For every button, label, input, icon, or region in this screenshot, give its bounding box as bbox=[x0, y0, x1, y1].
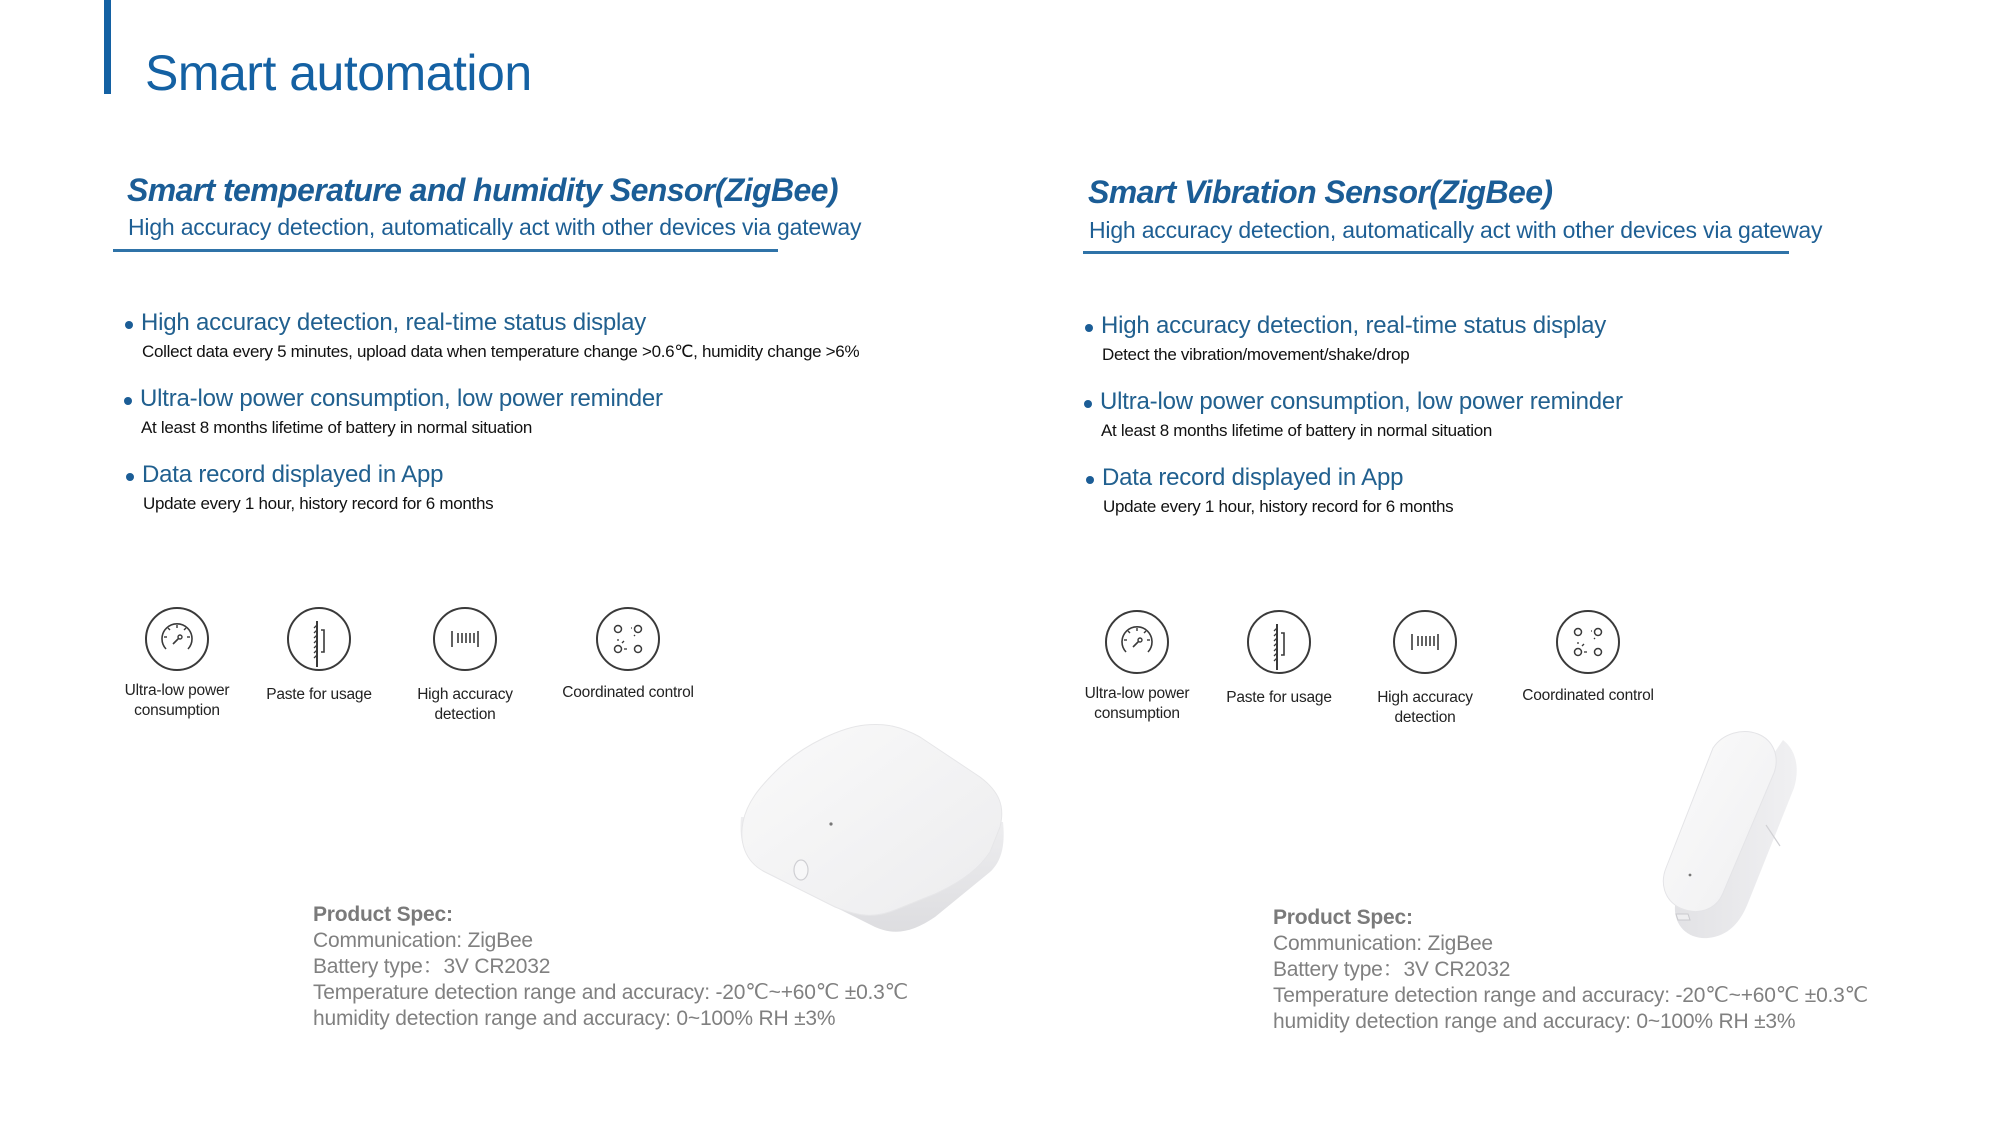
paste-icon bbox=[287, 607, 351, 671]
product-title: Smart temperature and humidity Sensor(ZigBee) bbox=[127, 172, 838, 208]
feature-detail: At least 8 months lifetime of battery in normal situation bbox=[141, 418, 533, 437]
bullet-icon bbox=[1084, 400, 1092, 408]
feature-heading: Data record displayed in App bbox=[1102, 464, 1404, 491]
feature-heading: Ultra-low power consumption, low power reminder bbox=[1100, 388, 1623, 415]
title-underline bbox=[113, 249, 778, 252]
feature-heading: High accuracy detection, real-time status display bbox=[1101, 312, 1607, 339]
icon-label: Paste for usage bbox=[266, 686, 372, 703]
feature-detail: Update every 1 hour, history record for 6 months bbox=[143, 494, 494, 513]
spec-heading: Product Spec: bbox=[313, 903, 453, 926]
feature-icon-item bbox=[390, 607, 540, 725]
bullet-icon bbox=[125, 321, 133, 329]
spec-line: Communication: ZigBee bbox=[313, 929, 533, 952]
spec-line: Communication: ZigBee bbox=[1273, 932, 1493, 955]
spec-line: Battery type：3V CR2032 bbox=[313, 955, 551, 978]
spec-line: Battery type：3V CR2032 bbox=[1273, 958, 1511, 981]
bullet-icon bbox=[1086, 476, 1094, 484]
paste-icon bbox=[1247, 610, 1311, 674]
feature-icon-item bbox=[1513, 610, 1663, 706]
bullet-icon bbox=[1085, 324, 1093, 332]
feature-icon-item bbox=[553, 607, 703, 703]
coordination-icon bbox=[596, 607, 660, 671]
feature-icon-item bbox=[1350, 610, 1500, 728]
coordination-icon bbox=[1556, 610, 1620, 674]
feature-icon-item bbox=[1062, 610, 1212, 724]
spec-line: Temperature detection range and accuracy: -20℃~+60℃ ±0.3℃ bbox=[313, 981, 909, 1004]
icon-label: Coordinated control bbox=[1522, 687, 1654, 704]
feature-detail: Detect the vibration/movement/shake/drop bbox=[1102, 345, 1410, 364]
icon-label: Ultra-low power consumption bbox=[1084, 685, 1190, 722]
product-subtitle: High accuracy detection, automatically act with other devices via gateway bbox=[1089, 217, 1823, 243]
product-title: Smart Vibration Sensor(ZigBee) bbox=[1088, 174, 1553, 210]
icon-label: High accuracy detection bbox=[1377, 689, 1473, 726]
feature-icon-item bbox=[102, 607, 252, 721]
barcode-icon bbox=[1393, 610, 1457, 674]
product-vibration bbox=[960, 0, 1920, 1125]
bullet-icon bbox=[124, 397, 132, 405]
gauge-icon bbox=[145, 607, 209, 671]
icon-label: Ultra-low power consumption bbox=[124, 682, 230, 719]
product-temperature-humidity bbox=[0, 0, 960, 1125]
feature-heading: Data record displayed in App bbox=[142, 461, 444, 488]
feature-heading: High accuracy detection, real-time status display bbox=[141, 309, 647, 336]
gauge-icon bbox=[1105, 610, 1169, 674]
spec-line: humidity detection range and accuracy: 0~100% RH ±3% bbox=[1273, 1010, 1796, 1033]
page-title: Smart automation bbox=[145, 45, 532, 101]
spec-line: Temperature detection range and accuracy: -20℃~+60℃ ±0.3℃ bbox=[1273, 984, 1869, 1007]
product-spec bbox=[1273, 905, 1868, 1035]
feature-detail: At least 8 months lifetime of battery in normal situation bbox=[1101, 421, 1493, 440]
feature-detail: Update every 1 hour, history record for 6 months bbox=[1103, 497, 1454, 516]
barcode-icon bbox=[433, 607, 497, 671]
icon-label: Coordinated control bbox=[562, 684, 694, 701]
bullet-icon bbox=[126, 473, 134, 481]
spec-heading: Product Spec: bbox=[1273, 906, 1413, 929]
feature-icon-item bbox=[1204, 610, 1354, 708]
spec-line: humidity detection range and accuracy: 0~100% RH ±3% bbox=[313, 1007, 836, 1030]
feature-icon-item bbox=[244, 607, 394, 705]
icon-label: Paste for usage bbox=[1226, 689, 1332, 706]
feature-heading: Ultra-low power consumption, low power reminder bbox=[140, 385, 663, 412]
product-subtitle: High accuracy detection, automatically act with other devices via gateway bbox=[128, 214, 862, 240]
feature-detail: Collect data every 5 minutes, upload data when temperature change >0.6℃, humidity change >6% bbox=[142, 342, 860, 361]
icon-label: High accuracy detection bbox=[417, 686, 513, 723]
product-spec bbox=[313, 902, 908, 1032]
title-underline bbox=[1083, 251, 1789, 254]
